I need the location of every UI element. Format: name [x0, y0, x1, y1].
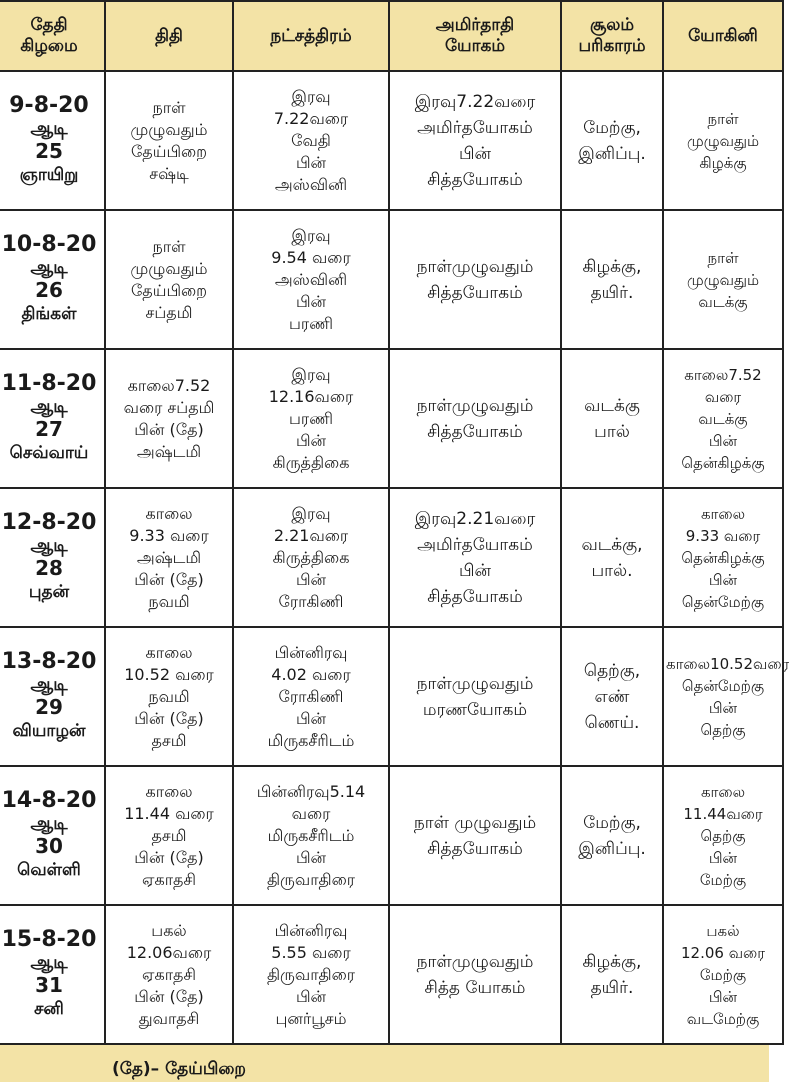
thithi-cell-line: தசமி: [151, 825, 187, 845]
nakshatra-cell-line: 9.54 வரை: [271, 247, 351, 267]
nakshatra-cell-line: பின்: [295, 708, 327, 728]
table-row: [0, 905, 783, 1044]
nakshatra-cell-line: வேதி: [291, 130, 331, 150]
nakshatra-cell-line: வரை: [291, 803, 331, 823]
yogam-cell-line: அமிர்தயோகம்: [417, 117, 533, 138]
yogini-cell-line: முழுவதும்: [686, 131, 760, 150]
yogam-cell-line: நாள்முழுவதும்: [416, 673, 534, 694]
soolam-cell-line: வடக்கு: [584, 395, 640, 416]
nakshatra-cell: [233, 71, 389, 210]
yogam-cell-line: சித்தயோகம்: [427, 586, 523, 607]
thithi-cell: [105, 766, 233, 905]
day-number: 26: [35, 278, 63, 302]
soolam-cell-line: மேற்கு,: [583, 117, 641, 138]
nakshatra-cell-line: கிருத்திகை: [272, 452, 350, 472]
day-number: 31: [35, 973, 63, 997]
header-nakshatra-line: நட்சத்திரம்: [270, 25, 352, 46]
table-row: [0, 488, 783, 627]
soolam-cell-line: தயிர்.: [590, 977, 634, 998]
soolam-cell-line: இனிப்பு.: [578, 838, 646, 859]
nakshatra-cell-line: புனர்பூசம்: [275, 1008, 347, 1028]
yogini-cell-line: கிழக்கு: [699, 153, 747, 172]
thithi-cell-line: காலை: [145, 642, 193, 662]
nakshatra-cell-line: 4.02 வரை: [271, 664, 351, 684]
header-soolam-line: பரிகாரம்: [578, 36, 646, 56]
thithi-cell-line: பின் (தே): [134, 986, 204, 1006]
soolam-cell-line: இனிப்பு.: [578, 143, 646, 164]
nakshatra-cell-line: இரவு: [291, 225, 331, 245]
yogini-cell-line: வடக்கு: [698, 409, 748, 428]
yogini-cell-line: 11.44வரை: [683, 804, 763, 823]
yogini-cell-line: பின்: [708, 698, 738, 717]
yogini-cell-line: தென்மேற்கு: [681, 592, 765, 611]
nakshatra-cell: [233, 766, 389, 905]
yogam-cell-line: சித்தயோகம்: [427, 421, 523, 442]
soolam-cell: [561, 905, 663, 1044]
nakshatra-cell-line: பின்: [295, 291, 327, 311]
date-text: 9-8-20: [9, 93, 89, 118]
soolam-cell-line: வடக்கு,: [581, 534, 643, 555]
nakshatra-cell-line: பின்: [295, 847, 327, 867]
date-cell: [0, 71, 105, 210]
header-yogini: [663, 1, 783, 71]
soolam-cell-line: கிழக்கு,: [582, 256, 642, 277]
yogam-cell-line: இரவு7.22வரை: [414, 91, 536, 112]
thithi-cell-line: நவமி: [148, 686, 190, 706]
date-text: 12-8-20: [1, 510, 97, 535]
thithi-cell-line: 11.44 வரை: [124, 803, 214, 823]
nakshatra-cell-line: மிருகசீரிடம்: [267, 730, 355, 750]
thithi-cell: [105, 210, 233, 349]
yogam-cell: [389, 905, 561, 1044]
nakshatra-cell-line: திருவாதிரை: [266, 869, 356, 889]
yogini-cell-line: 9.33 வரை: [685, 526, 761, 545]
month-text: ஆடி: [30, 118, 68, 139]
date-text: 14-8-20: [1, 788, 97, 813]
yogam-cell: [389, 766, 561, 905]
soolam-cell-line: தெற்கு,: [583, 660, 641, 681]
nakshatra-cell-line: 5.55 வரை: [271, 942, 351, 962]
yogam-cell-line: சித்த யோகம்: [424, 977, 526, 998]
nakshatra-cell-line: பின்: [295, 986, 327, 1006]
header-thithi-line: திதி: [155, 25, 183, 46]
yogam-cell-line: நாள்முழுவதும்: [416, 256, 534, 277]
yogini-cell: [663, 488, 783, 627]
yogini-cell-line: வரை: [704, 387, 742, 406]
weekday-text: சனி: [34, 999, 64, 1019]
yogam-cell-line: சித்தயோகம்: [427, 838, 523, 859]
nakshatra-cell-line: பின்னிரவு: [274, 642, 348, 662]
thithi-cell-line: பின் (தே): [134, 847, 204, 867]
date-cell: [0, 905, 105, 1044]
header-yogini-line: யோகினி: [688, 25, 758, 46]
thithi-cell: [105, 488, 233, 627]
nakshatra-cell-line: பரணி: [289, 313, 333, 333]
yogini-cell: [663, 210, 783, 349]
yogini-cell-line: தென்கிழக்கு: [681, 548, 765, 567]
soolam-cell-line: மேற்கு,: [583, 812, 641, 833]
header-row: [0, 1, 783, 71]
date-text: 13-8-20: [1, 649, 97, 674]
thithi-cell: [105, 71, 233, 210]
nakshatra-cell-line: மிருகசீரிடம்: [267, 825, 355, 845]
thithi-cell-line: சப்தமி: [145, 302, 193, 322]
yogam-cell: [389, 627, 561, 766]
yogam-cell: [389, 488, 561, 627]
yogini-cell: [663, 766, 783, 905]
nakshatra-cell-line: இரவு: [291, 503, 331, 523]
table-body: [0, 71, 789, 1044]
yogini-cell-line: தெற்கு: [700, 720, 746, 739]
date-text: 15-8-20: [1, 927, 97, 952]
day-number: 29: [35, 695, 63, 719]
header-thithi: [105, 1, 233, 71]
thithi-cell: [105, 905, 233, 1044]
yogam-cell-line: நாள்முழுவதும்: [416, 395, 534, 416]
yogini-cell-line: 12.06 வரை: [680, 943, 765, 962]
yogini-cell-line: நாள்: [707, 109, 739, 128]
yogini-cell-line: மேற்கு: [699, 870, 747, 889]
yogini-cell-line: வடமேற்கு: [686, 1009, 760, 1028]
yogam-cell-line: நாள் முழுவதும்: [413, 812, 537, 833]
soolam-cell: [561, 488, 663, 627]
yogini-cell: [663, 349, 783, 488]
nakshatra-cell-line: அஸ்வினி: [274, 269, 348, 289]
yogam-cell-line: இரவு2.21வரை: [414, 508, 536, 529]
weekday-text: வெள்ளி: [17, 860, 81, 880]
weekday-text: வியாழன்: [12, 721, 86, 741]
soolam-cell: [561, 210, 663, 349]
nakshatra-cell-line: 12.16வரை: [268, 386, 354, 406]
nakshatra-cell-line: பின்னிரவு: [274, 920, 348, 940]
nakshatra-cell-line: ரோகிணி: [278, 591, 344, 611]
nakshatra-cell-line: கிருத்திகை: [272, 547, 350, 567]
thithi-cell: [105, 349, 233, 488]
yogini-cell-line: பின்: [708, 848, 738, 867]
thithi-cell-line: அஷ்டமி: [136, 547, 202, 567]
thithi-cell-line: அஷ்டமி: [136, 441, 202, 461]
thithi-cell-line: 10.52 வரை: [124, 664, 214, 684]
thithi-cell-line: துவாதசி: [138, 1008, 200, 1028]
thithi-cell-line: வரை சப்தமி: [123, 397, 215, 417]
soolam-cell: [561, 627, 663, 766]
yogini-cell-line: தெற்கு: [700, 826, 746, 845]
yogam-cell: [389, 210, 561, 349]
month-text: ஆடி: [30, 813, 68, 834]
day-number: 25: [35, 139, 63, 163]
yogam-cell-line: நாள்முழுவதும்: [416, 951, 534, 972]
soolam-cell-line: எண்: [594, 686, 630, 707]
table-row: [0, 349, 783, 488]
thithi-cell-line: பின் (தே): [134, 708, 204, 728]
weekday-text: செவ்வாய்: [9, 443, 89, 463]
thithi-cell-line: ஏகாதசி: [142, 869, 196, 889]
thithi-cell-line: 12.06வரை: [126, 942, 212, 962]
yogini-cell: [663, 71, 783, 210]
yogini-cell-line: தென்கிழக்கு: [681, 453, 765, 472]
yogini-cell-line: காலை: [700, 504, 746, 523]
nakshatra-cell-line: இரவு: [291, 364, 331, 384]
thithi-cell-line: பின் (தே): [134, 569, 204, 589]
thithi-cell-line: 9.33 வரை: [129, 525, 209, 545]
yogini-cell-line: பின்: [708, 987, 738, 1006]
thithi-cell-line: நாள்: [152, 236, 186, 256]
nakshatra-cell-line: அஸ்வினி: [274, 174, 348, 194]
date-cell: [0, 210, 105, 349]
thithi-cell-line: ஏகாதசி: [142, 964, 196, 984]
month-text: ஆடி: [30, 952, 68, 973]
yogini-cell: [663, 627, 789, 766]
day-number: 30: [35, 834, 63, 858]
nakshatra-cell-line: திருவாதிரை: [266, 964, 356, 984]
soolam-cell-line: பால்.: [591, 560, 633, 581]
thithi-cell-line: நவமி: [148, 591, 190, 611]
nakshatra-cell-line: பரணி: [289, 408, 333, 428]
nakshatra-cell-line: ரோகிணி: [278, 686, 344, 706]
nakshatra-cell: [233, 627, 389, 766]
header-nakshatra: [233, 1, 389, 71]
weekday-text: திங்கள்: [21, 304, 77, 324]
yogini-cell-line: பின்: [708, 570, 738, 589]
yogam-cell-line: மரணயோகம்: [422, 699, 528, 720]
date-cell: [0, 349, 105, 488]
thithi-cell-line: காலை: [145, 781, 193, 801]
thithi-cell: [105, 627, 233, 766]
header-yogam: [389, 1, 561, 71]
yogini-cell-line: வடக்கு: [698, 292, 748, 311]
nakshatra-cell-line: பின்: [295, 569, 327, 589]
nakshatra-cell: [233, 349, 389, 488]
yogini-cell: [663, 905, 783, 1044]
date-cell: [0, 488, 105, 627]
yogini-cell-line: தென்மேற்கு: [681, 676, 765, 695]
month-text: ஆடி: [30, 535, 68, 556]
nakshatra-cell-line: பின்: [295, 152, 327, 172]
header-yogam-line: யோகம்: [444, 36, 506, 56]
yogini-cell-line: பின்: [708, 431, 738, 450]
nakshatra-cell-line: 2.21வரை: [273, 525, 349, 545]
month-text: ஆடி: [30, 396, 68, 417]
yogini-cell-line: நாள்: [707, 248, 739, 267]
yogam-cell-line: பின்: [459, 560, 491, 581]
date-text: 10-8-20: [1, 232, 97, 257]
footer-bar: [0, 1043, 769, 1082]
thithi-cell-line: பின் (தே): [134, 419, 204, 439]
weekday-text: ஞாயிறு: [19, 165, 79, 185]
yogam-cell-line: அமிர்தயோகம்: [417, 534, 533, 555]
thithi-cell-line: காலை: [145, 503, 193, 523]
date-cell: [0, 627, 105, 766]
nakshatra-cell-line: 7.22வரை: [273, 108, 349, 128]
table-row: [0, 766, 783, 905]
soolam-cell-line: பால்: [594, 421, 630, 442]
yogam-cell: [389, 349, 561, 488]
header-yogam-line: அமிர்தாதி: [435, 15, 515, 35]
nakshatra-cell: [233, 210, 389, 349]
thithi-cell-line: முழுவதும்: [130, 258, 208, 278]
thithi-cell-line: தேய்பிறை: [130, 280, 208, 300]
nakshatra-cell-line: பின்னிரவு5.14: [256, 781, 366, 801]
header-soolam-line: சூலம்: [589, 15, 635, 35]
day-number: 27: [35, 417, 63, 441]
soolam-cell-line: தயிர்.: [590, 282, 634, 303]
soolam-cell: [561, 349, 663, 488]
thithi-cell-line: தசமி: [151, 730, 187, 750]
month-text: ஆடி: [30, 674, 68, 695]
month-text: ஆடி: [30, 257, 68, 278]
yogini-cell-line: மேற்கு: [699, 965, 747, 984]
header-date-line: தேதி: [30, 15, 68, 35]
header-date: [0, 1, 105, 71]
yogini-cell-line: காலை: [700, 782, 746, 801]
thithi-cell-line: சஷ்டி: [149, 163, 189, 183]
day-number: 28: [35, 556, 63, 580]
nakshatra-cell: [233, 488, 389, 627]
table-row: [0, 71, 783, 210]
nakshatra-cell-line: இரவு: [291, 86, 331, 106]
date-text: 11-8-20: [1, 371, 97, 396]
thithi-cell-line: காலை7.52: [127, 375, 211, 395]
soolam-cell-line: கிழக்கு,: [582, 951, 642, 972]
nakshatra-cell-line: பின்: [295, 430, 327, 450]
weekday-text: புதன்: [28, 582, 70, 602]
yogini-cell-line: காலை7.52: [684, 365, 762, 384]
table-row: [0, 627, 783, 766]
date-cell: [0, 766, 105, 905]
yogini-cell-line: காலை10.52வரை: [666, 654, 789, 673]
yogam-cell: [389, 71, 561, 210]
table-row: [0, 210, 783, 349]
yogini-cell-line: பகல்: [706, 921, 740, 940]
yogam-cell-line: பின்: [459, 143, 491, 164]
footer-note: (தே)– தேய்பிறை: [112, 1059, 246, 1079]
yogam-cell-line: சித்தயோகம்: [427, 282, 523, 303]
thithi-cell-line: தேய்பிறை: [130, 141, 208, 161]
soolam-cell: [561, 71, 663, 210]
thithi-cell-line: பகல்: [151, 920, 187, 940]
thithi-cell-line: நாள்: [152, 97, 186, 117]
yogini-cell-line: முழுவதும்: [686, 270, 760, 289]
soolam-cell-line: ணெய்.: [584, 712, 640, 733]
nakshatra-cell: [233, 905, 389, 1044]
soolam-cell: [561, 766, 663, 905]
thithi-cell-line: முழுவதும்: [130, 119, 208, 139]
header-date-line: கிழமை: [20, 36, 78, 56]
header-soolam: [561, 1, 663, 71]
yogam-cell-line: சித்தயோகம்: [427, 169, 523, 190]
